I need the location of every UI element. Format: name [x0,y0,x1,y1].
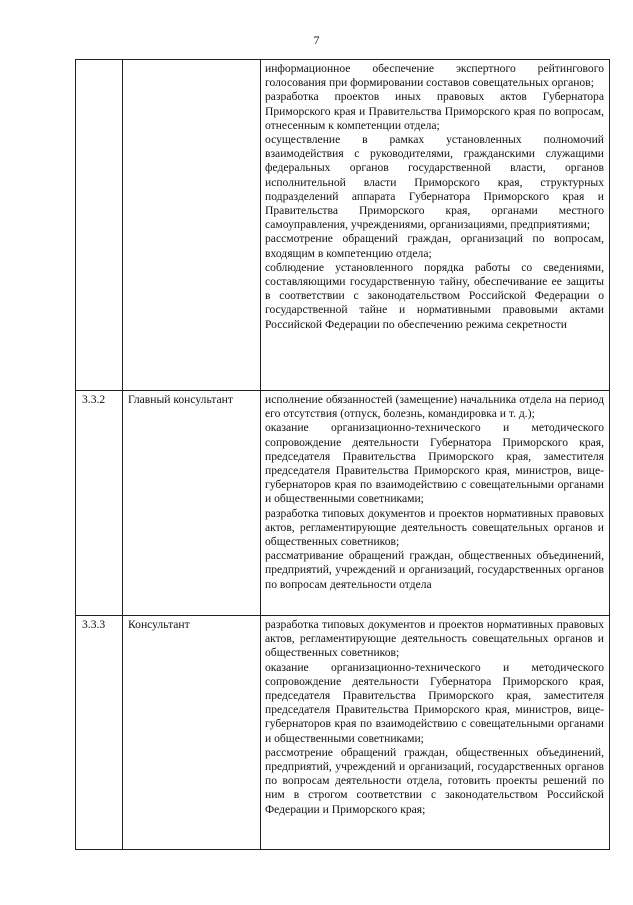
duty-item: исполнение обязанностей (замещение) начальника отдела на период его отсутствия (отпуск, болезнь, командировка и т. д.); [265,393,604,421]
table-body [76,60,610,850]
page-number: 7 [313,33,320,47]
row-duties-cell [261,616,610,850]
table-row [76,616,610,850]
row-position-cell: Консультант [123,616,261,850]
duty-item: осуществление в рамках установленных полномочий взаимодействия с руководителями, гражданскими служащими федеральных органов государственной власти, органов исполнительной власти Приморского края, структурных подразделений аппарата Губернатора Приморского края и Правительства Приморского края, органами местного самоуправления, учреждениями, организациями, предприятиями; [265,133,604,232]
row-position-cell: Главный консультант [123,391,261,616]
duty-item: оказание организационно-технического и методического сопровождение деятельности Губернатора Приморского края, председателя Правительства Приморского края, заместителя председателя Правительства Приморского края, министров, вице-губернаторов края по взаимодействию с совещательными органами и общественными советниками; [265,660,604,745]
row-number-cell: 3.3.3 [76,616,123,850]
row-number-cell: 3.3.2 [76,391,123,616]
duty-item: оказание организационно-технического и методического сопровождение деятельности Губернатора Приморского края, председателя Правительства Приморского края, заместителя председателя Правительства Приморского края, министров, вице-губернаторов края по взаимодействию с совещательными органами и общественными советниками; [265,421,604,506]
duty-item: соблюдение установленного порядка работы со сведениями, составляющими государственную тайну, обеспечивание ее защиты в соответствии с законодательством Российской Федерации о государственной тайне и нормативными правовыми актами Российской Федерации по обеспечению режима секретности [265,260,604,331]
duty-item: рассмотрение обращений граждан, общественных объединений, предприятий, учреждений и организаций, государственных органов по вопросам деятельности отдела, готовить проекты решений по ним в строгом соответствии с законодательством Российской Федерации и Приморского края; [265,745,604,816]
row-position-cell [123,60,261,391]
duties-table [75,59,610,850]
row-number-cell [76,60,123,391]
duty-item: рассматривание обращений граждан, общественных объединений, предприятий, учреждений и организаций, государственных органов по вопросам деятельности отдела [265,549,604,591]
table-row [76,60,610,391]
duty-item: разработка типовых документов и проектов нормативных правовых актов, регламентирующие деятельность совещательных органов и общественных советников; [265,618,604,660]
duty-item: рассмотрение обращений граждан, организаций по вопросам, входящим в компетенцию отдела; [265,232,604,260]
duty-item: разработка проектов иных правовых актов Губернатора Приморского края и Правительства Приморского края по вопросам, отнесенным к компетенции отдела; [265,90,604,132]
duty-item: информационное обеспечение экспертного рейтингового голосования при формировании составов совещательных органов; [265,62,604,90]
duty-item: разработка типовых документов и проектов нормативных правовых актов, регламентирующие деятельность совещательных органов и общественных советников; [265,506,604,549]
row-duties-cell [261,60,610,391]
row-duties-cell [261,391,610,616]
table-row [76,391,610,616]
